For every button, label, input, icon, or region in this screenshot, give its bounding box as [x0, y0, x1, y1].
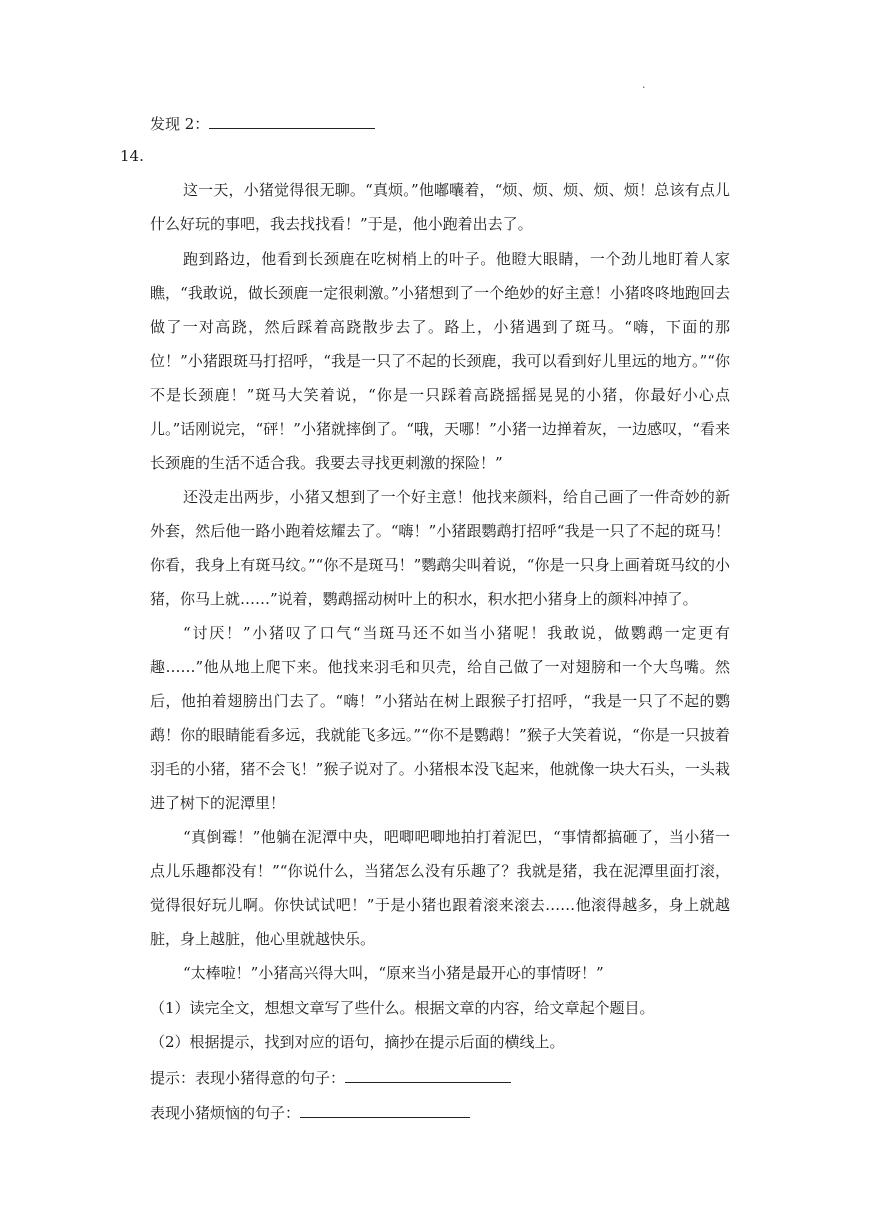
hint-proud-answer-blank[interactable]	[345, 1067, 511, 1083]
hint-proud-line	[150, 1067, 511, 1088]
passage-paragraph-1: 这一天，小猪觉得很无聊。“真烦。”他嘟囔着，“烦、烦、烦、烦、烦！总该有点儿什么好玩的事吧，我去找找看！”于是，他小跑着出去了。	[150, 181, 730, 233]
finding-2-answer-blank[interactable]	[209, 113, 375, 129]
header-mark: .	[642, 78, 646, 91]
hint-annoyed-label: 表现小猪烦恼的句子：	[150, 1104, 301, 1122]
finding-2-line	[150, 113, 375, 134]
finding-2-label: 发现 2：	[150, 115, 210, 133]
question-2-prompt: （2）根据提示，找到对应的语句，摘抄在提示后面的横线上。	[150, 1033, 565, 1051]
passage-paragraph-6: “太棒啦！”小猪高兴得大叫，“原来当小猪是最开心的事情呀！”	[183, 964, 604, 982]
passage-paragraph-3: 还没走出两步，小猪又想到了一个好主意！他找来颜料，给自己画了一件奇妙的新外套，然后他一路小跑着炫耀去了。“嗨！”小猪跟鹦鹉打招呼“我是一只了不起的斑马！你看，我身上有斑马纹。”“你不是斑马！”鹦鹉尖叫着说，“你是一只身上画着斑马纹的小猪，你马上就……”说着，鹦鹉摇动树叶上的积水，积水把小猪身上的颜料冲掉了。	[150, 488, 730, 608]
hint-annoyed-line	[150, 1102, 470, 1123]
question-1-prompt: （1）读完全文，想想文章写了些什么。根据文章的内容，给文章起个题目。	[150, 999, 655, 1017]
passage-paragraph-2: 跑到路边，他看到长颈鹿在吃树梢上的叶子。他瞪大眼睛，一个劲儿地盯着人家瞧，“我敢说，做长颈鹿一定很刺激。”小猪想到了一个绝妙的好主意！小猪咚咚地跑回去做了一对高跷，然后踩着高跷散步去了。路上，小猪遇到了斑马。“嗨，下面的那位！”小猪跟斑马打招呼，“我是一只了不起的长颈鹿，我可以看到好儿里远的地方。”“你不是长颈鹿！”斑马大笑着说，“你是一只踩着高跷摇摇晃晃的小猪，你最好小心点儿。”话刚说完，“砰！”小猪就摔倒了。“哦，天哪！”小猪一边掸着灰，一边感叹，“看来长颈鹿的生活不适合我。我要去寻找更刺激的探险！”	[150, 250, 730, 472]
passage-paragraph-5: “真倒霉！”他躺在泥潭中央，吧唧吧唧地拍打着泥巴，“事情都搞砸了，当小猪一点儿乐趣都没有！”“你说什么，当猪怎么没有乐趣了？我就是猪，我在泥潭里面打滚，觉得很好玩儿啊。你快试试吧！”于是小猪也跟着滚来滚去……他滚得越多，身上就越脏，身上越脏，他心里就越快乐。	[150, 828, 730, 948]
hint-proud-label: 提示：表现小猪得意的句子：	[150, 1069, 346, 1087]
passage-paragraph-4: “讨厌！”小猪叹了口气“当斑马还不如当小猪呢！我敢说，做鹦鹉一定更有趣……”他从地上爬下来。他找来羽毛和贝壳，给自己做了一对翅膀和一个大鸟嘴。然后，他拍着翅膀出门去了。“嗨！”小猪站在树上跟猴子打招呼，“我是一只了不起的鹦鹉！你的眼睛能看多远，我就能飞多远。”“你不是鹦鹉！”猴子大笑着说，“你是一只披着羽毛的小猪，猪不会飞！”猴子说对了。小猪根本没飞起来，他就像一块大石头，一头栽进了树下的泥潭里！	[150, 624, 730, 812]
hint-annoyed-answer-blank[interactable]	[300, 1102, 470, 1118]
question-number: 14.	[120, 147, 144, 165]
